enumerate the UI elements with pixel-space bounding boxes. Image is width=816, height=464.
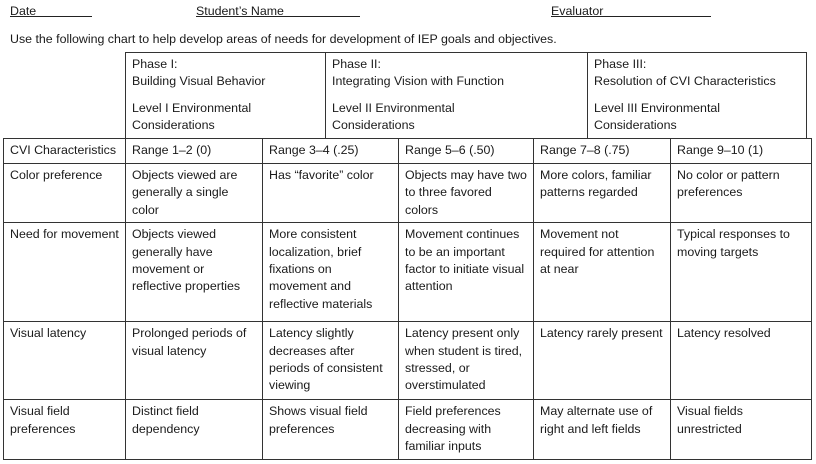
table-row [4, 400, 812, 460]
column-header: CVI Characteristics [4, 139, 126, 164]
phase-level: Level III Environmental Considerations [594, 100, 721, 133]
table-cell: Movement not required for attention at near [534, 223, 671, 322]
phase-level: Level II Environmental Considerations [332, 100, 455, 133]
table-cell: More colors, familiar patterns regarded [534, 164, 671, 223]
phase-3-cell [588, 53, 807, 139]
table-row [4, 164, 812, 223]
table-cell: Latency rarely present [534, 322, 671, 400]
characteristic-label: Visual latency [4, 322, 126, 400]
table-cell: Field preferences decreasing with familiar inputs [399, 400, 534, 460]
table-cell: No color or pattern preferences [671, 164, 812, 223]
table-cell: Objects viewed generally have movement or reflective properties [126, 223, 263, 322]
column-header: Range 1–2 (0) [126, 139, 263, 164]
table-row [4, 322, 812, 400]
instructions: Use the following chart to help develop areas of needs for development of IEP goals and objectives. [10, 32, 557, 46]
phase-subtitle: Resolution of CVI Characteristics [594, 74, 776, 89]
table-cell: Has “favorite” color [263, 164, 399, 223]
student-name-blank[interactable] [196, 3, 360, 17]
date-blank[interactable] [10, 3, 92, 17]
table-cell: Objects may have two to three favored colors [399, 164, 534, 223]
column-header: Range 3–4 (.25) [263, 139, 399, 164]
table-cell: May alternate use of right and left fields [534, 400, 671, 460]
characteristic-label: Visual field preferences [4, 400, 126, 460]
table-cell: Latency slightly decreases after periods of consistent viewing [263, 322, 399, 400]
table-cell: Visual fields unrestricted [671, 400, 812, 460]
phase-2-cell [326, 53, 588, 139]
phase-title: Phase I: [132, 57, 178, 71]
phase-table [125, 52, 807, 139]
characteristic-label: Need for movement [4, 223, 126, 322]
table-row [4, 223, 812, 322]
phase-level: Level I Environmental Considerations [132, 100, 252, 133]
table-cell: Typical responses to moving targets [671, 223, 812, 322]
phase-subtitle: Integrating Vision with Function [332, 74, 504, 89]
phase-title: Phase II: [332, 57, 381, 71]
table-cell: Prolonged periods of visual latency [126, 322, 263, 400]
column-header: Range 9–10 (1) [671, 139, 812, 164]
phase-subtitle: Building Visual Behavior [132, 74, 266, 89]
evaluator-label: Evaluator [551, 4, 604, 18]
student-name-label: Student’s Name [196, 4, 284, 18]
column-header: Range 5–6 (.50) [399, 139, 534, 164]
table-header-row [4, 139, 812, 164]
characteristic-label: Color preference [4, 164, 126, 223]
table-cell: Latency resolved [671, 322, 812, 400]
evaluator-blank[interactable] [551, 3, 711, 17]
table-cell: Distinct field dependency [126, 400, 263, 460]
table-cell: Movement continues to be an important factor to initiate visual attention [399, 223, 534, 322]
cvi-characteristics-table [3, 138, 812, 460]
column-header: Range 7–8 (.75) [534, 139, 671, 164]
table-cell: Objects viewed are generally a single color [126, 164, 263, 223]
table-cell: More consistent localization, brief fixations on movement and reflective materials [263, 223, 399, 322]
table-cell: Shows visual field preferences [263, 400, 399, 460]
date-label: Date [10, 4, 37, 18]
table-cell: Latency present only when student is tired, stressed, or overstimulated [399, 322, 534, 400]
form-header [0, 3, 816, 23]
phase-1-cell [126, 53, 326, 139]
phase-title: Phase III: [594, 57, 647, 71]
